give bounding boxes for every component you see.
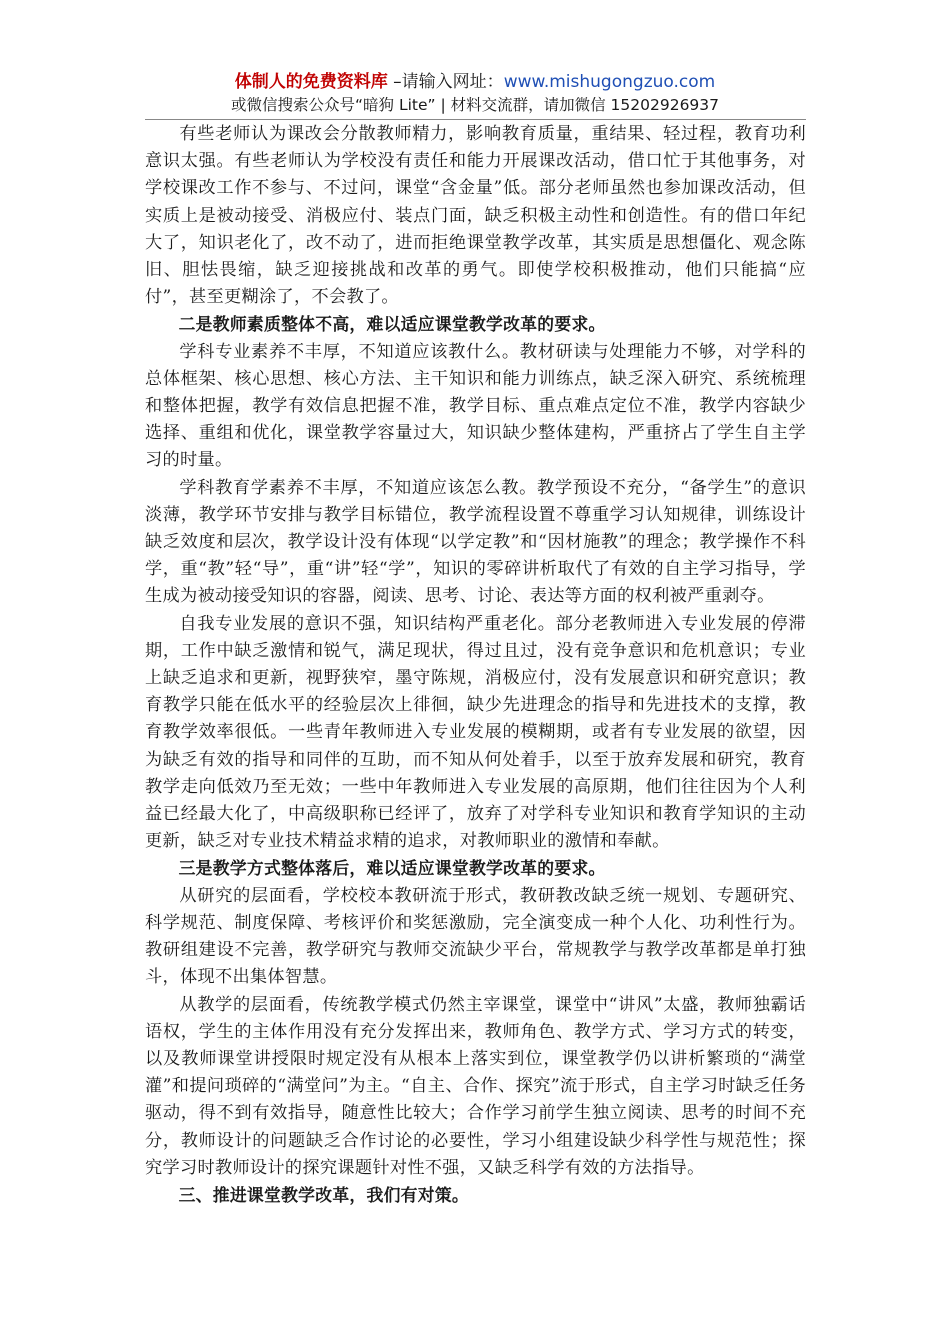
site-url-link[interactable]: www.mishugongzuo.com [503, 72, 716, 92]
document-body [145, 121, 806, 1209]
paragraph-subject-literacy: 学科专业素养不丰厚，不知道应该教什么。教材研读与处理能力不够，对学科的总体框架、核心思想、核心方法、主干知识和能力训练点，缺乏深入研究、系统梳理和整体把握，教学有效信息把握不准，教学目标、重点难点定位不准，教学内容缺少选择、重组和优化，课堂教学容量过大，知识缺少整体建构，严重挤占了学生自主学习的时量。 [145, 341, 806, 471]
page-header [0, 70, 950, 116]
header-banner [0, 70, 950, 94]
paragraph-pedagogy-literacy: 学科教育学素养不丰厚，不知道应该怎么教。教学预设不充分，“备学生”的意识淡薄，教学环节安排与教学目标错位，教学流程设置不尊重学习认知规律，训练设计缺乏效度和层次，教学设计没有体现“以学定教”和“因材施教”的理念；教学操作不科学，重“教”轻“导”，重“讲”轻“学”，知识的零碎讲析取代了有效的自主学习指导，学生成为被动接受知识的容器，阅读、思考、讨论、表达等方面的权利被严重剥夺。 [145, 477, 806, 607]
site-name: 体制人的免费资料库 [234, 72, 388, 92]
paragraph-teaching-level: 从教学的层面看，传统教学模式仍然主宰课堂，课堂中“讲风”太盛，教师独霸话语权，学生的主体作用没有充分发挥出来，教师角色、教学方式、学习方式的转变，以及教师课堂讲授限时规定没有从根本上落实到位，课堂教学仍以讲析繁琐的“满堂灌”和提问琐碎的“满堂问”为主。“自主、合作、探究”流于形式，自主学习时缺乏任务驱动，得不到有效指导，随意性比较大；合作学习前学生独立阅读、思考的时间不充分，教师设计的问题缺乏合作讨论的必要性，学习小组建设缺少科学性与规范性；探究学习时教师设计的探究课题针对性不强，又缺乏科学有效的方法指导。 [145, 994, 806, 1178]
url-prompt: –请输入网址： [387, 72, 504, 92]
paragraph-professional-development: 自我专业发展的意识不强，知识结构严重老化。部分老教师进入专业发展的停滞期，工作中缺乏激情和锐气，满足现状，得过且过，没有竞争意识和危机意识；专业上缺乏追求和更新，视野狭窄，墨守陈规，消极应付，没有发展意识和研究意识；教育教学只能在低水平的经验层次上徘徊，缺少先进理念的指导和先进技术的支撑，教育教学效率很低。一些青年教师进入专业发展的模糊期，或者有专业发展的欲望，因为缺乏有效的指导和同伴的互助，而不知从何处着手，以至于放弃发展和研究，教育教学走向低效乃至无效；一些中年教师进入专业发展的高原期，他们往往因为个人利益已经最大化了，中高级职称已经评了，放弃了对学科专业知识和教育学知识的主动更新，缺乏对专业技术精益求精的追求，对教师职业的激情和奉献。 [145, 613, 806, 852]
section-heading-countermeasures: 三、推进课堂教学改革，我们有对策。 [178, 1184, 469, 1205]
header-divider [145, 119, 806, 120]
paragraph-research-level: 从研究的层面看，学校校本教研流于形式，教研教改缺乏统一规划、专题研究、科学规范、制度保障、考核评价和奖惩激励，完全演变成一种个人化、功利性行为。教研组建设不完善，教学研究与教师交流缺少平台，常规教学与教学改革都是单打独斗，体现不出集体智慧。 [145, 885, 806, 988]
paragraph-teacher-attitudes: 有些老师认为课改会分散教师精力，影响教育质量，重结果、轻过程，教育功利意识太强。有些老师认为学校没有责任和能力开展课改活动，借口忙于其他事务，对学校课改工作不参与、不过问，课堂“含金量”低。部分老师虽然也参加课改活动，但实质上是被动接受、消极应付、装点门面，缺乏积极主动性和创造性。有的借口年纪大了，知识老化了，改不动了，进而拒绝课堂教学改革，其实质是思想僵化、观念陈旧、胆怯畏缩，缺乏迎接挑战和改革的勇气。即使学校积极推动，他们只能搞“应付”，甚至更糊涂了，不会教了。 [145, 124, 806, 308]
section-heading-teaching-methods: 三是教学方式整体落后，难以适应课堂教学改革的要求。 [178, 858, 606, 879]
header-contact-line: 或微信搜索公众号“暗狗 Lite” | 材料交流群，请加微信 15202926937 [230, 96, 720, 114]
section-heading-teacher-quality: 二是教师素质整体不高，难以适应课堂教学改革的要求。 [178, 314, 606, 335]
